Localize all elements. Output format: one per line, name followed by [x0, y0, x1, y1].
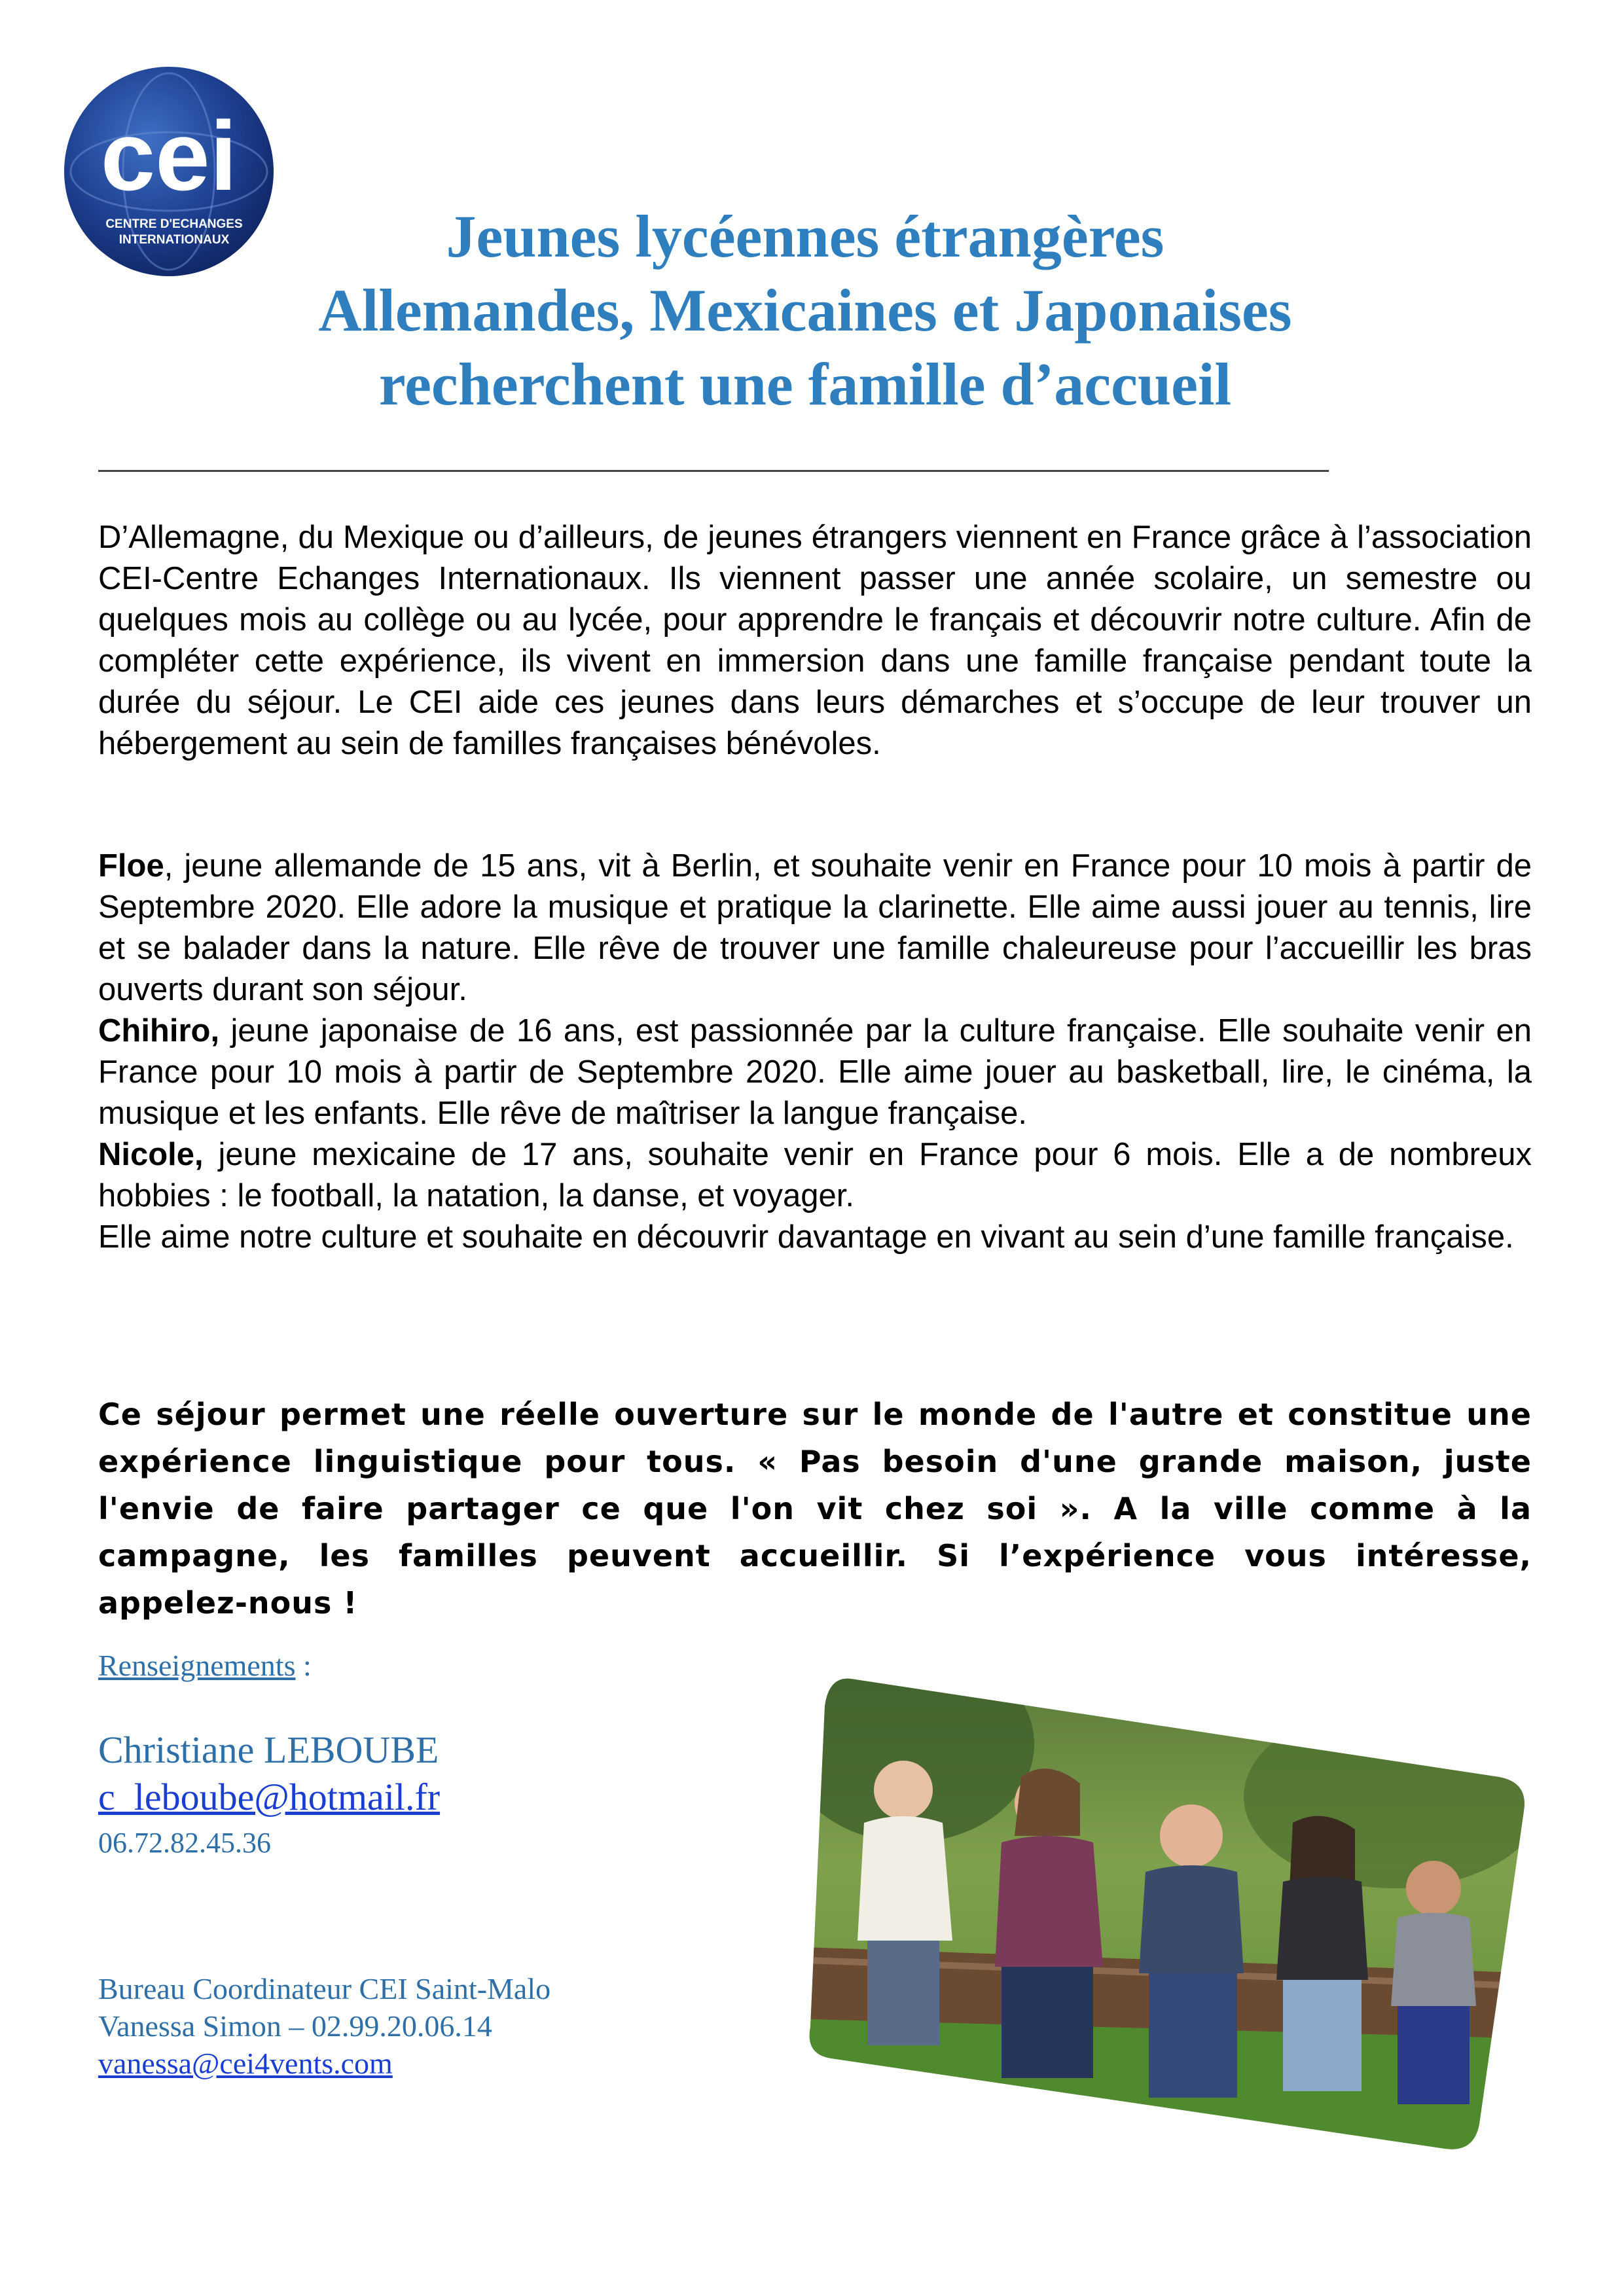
title-divider [98, 470, 1329, 472]
contact-label: Renseignements [98, 1649, 296, 1682]
title-line-2: Allemandes, Mexicaines et Japonaises [318, 277, 1292, 344]
page-title [196, 200, 1414, 422]
profile-nicole [98, 1134, 1532, 1217]
contact-heading [98, 1648, 312, 1683]
profile-name: Nicole, [98, 1137, 204, 1172]
office-name: Bureau Coordinateur CEI Saint-Malo [98, 1972, 551, 2005]
profile-text: , jeune allemande de 15 ans, vit à Berlin, et souhaite venir en France pour 10 mois à partir de Septembre 2020. Elle adore la musique et pratique la clarinette. Elle aime aussi jouer au tennis, lire et se balader dans la nature. Elle rêve de trouver une famille chaleureuse pour l’accueillir les bras ouverts durant son séjour. [98, 848, 1532, 1007]
students-photo [805, 1666, 1538, 2163]
contact-phone: 06.72.82.45.36 [98, 1827, 271, 1859]
contact-label-suffix: : [295, 1649, 312, 1682]
office-email-link[interactable]: vanessa@cei4vents.com [98, 2047, 393, 2080]
logo-letters: cei [100, 101, 238, 211]
title-line-1: Jeunes lycéennes étrangères [446, 203, 1164, 270]
office-person-phone: Vanessa Simon – 02.99.20.06.14 [98, 2009, 492, 2043]
contact-name: Christiane LEBOUBE [98, 1729, 439, 1771]
profile-text: jeune mexicaine de 17 ans, souhaite venir en France pour 6 mois. Elle a de nombreux hobbies : le football, la natation, la danse, et voyager. [98, 1137, 1532, 1213]
logo-subtitle-line1: CENTRE D'ECHANGES [105, 217, 243, 231]
office-block [98, 1970, 550, 2082]
profiles-section [98, 846, 1532, 1258]
profile-chihiro [98, 1011, 1532, 1134]
profile-name: Chihiro, [98, 1013, 220, 1049]
profile-name: Floe [98, 848, 164, 884]
closing-paragraph: Ce séjour permet une réelle ouverture sur le monde de l'autre et constitue une expérience linguistique pour tous. « Pas besoin d'une grande maison, juste l'envie de faire partager ce que l'on vit chez soi ». A la ville comme à la campagne, les familles peuvent accueillir. Si l’expérience vous intéresse, appelez-nous ! [98, 1397, 1532, 1621]
profile-text: jeune japonaise de 16 ans, est passionnée par la culture française. Elle souhaite venir en France pour 10 mois à partir de Septembre 2020. Elle aime jouer au basketball, lire, le cinéma, la musique et les enfants. Elle rêve de maîtriser la langue française. [98, 1013, 1532, 1131]
contact-email-link[interactable]: c_leboube@hotmail.fr [98, 1776, 441, 1818]
profile-floe [98, 846, 1532, 1011]
profile-extra: Elle aime notre culture et souhaite en découvrir davantage en vivant au sein d’une famille française. [98, 1219, 1514, 1255]
title-line-3: recherchent une famille d’accueil [378, 351, 1232, 418]
logo-subtitle-line2: INTERNATIONAUX [118, 233, 230, 247]
intro-paragraph: D’Allemagne, du Mexique ou d’ailleurs, de jeunes étrangers viennent en France grâce à l’association CEI-Centre Echanges Internationaux. Ils viennent passer une année scolaire, un semestre ou quelques mois au collège ou au lycée, pour apprendre le français et découvrir notre culture. Afin de compléter cette expérience, ils vivent en immersion dans une famille française pendant toute la durée du séjour. Le CEI aide ces jeunes dans leurs démarches et s’occupe de leur trouver un hébergement au sein de familles françaises bénévoles. [98, 520, 1532, 761]
intro-section [98, 517, 1532, 764]
